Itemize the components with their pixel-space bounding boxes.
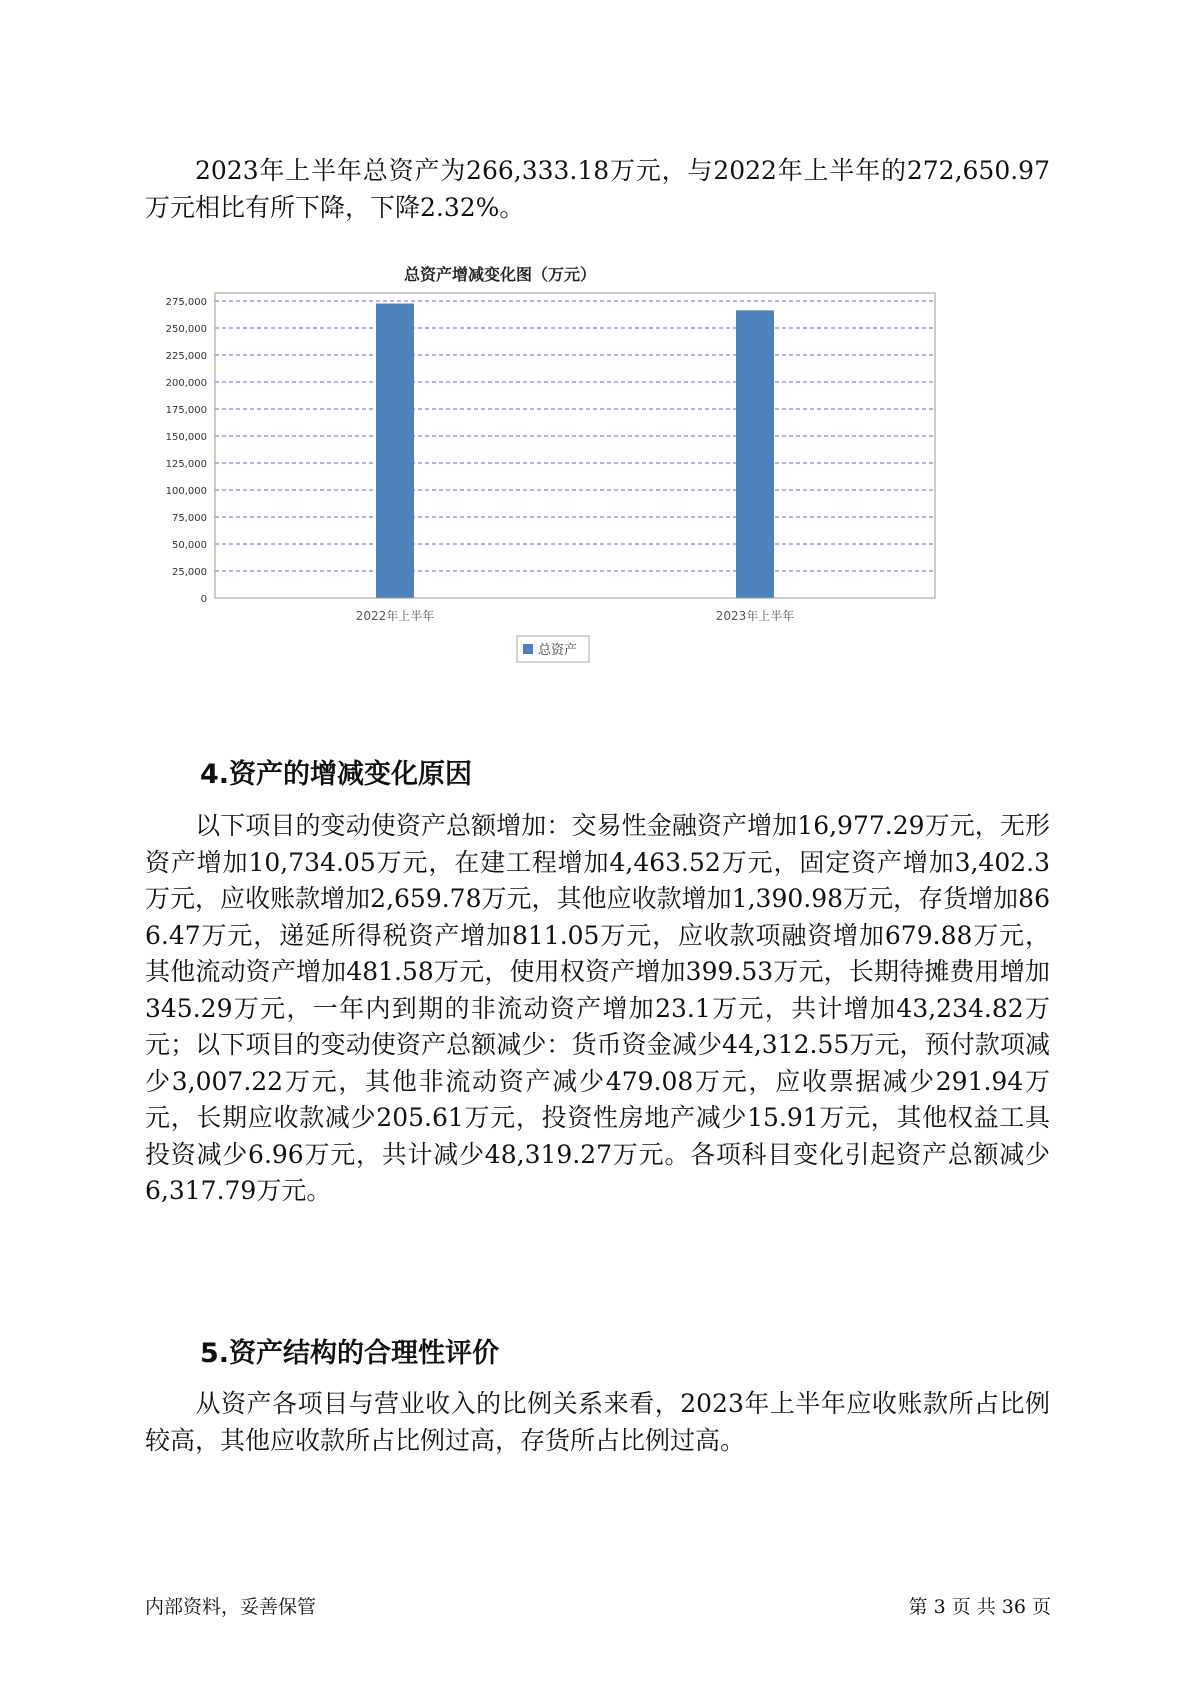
y-tick-label: 0 (200, 594, 207, 605)
y-tick-label: 275,000 (165, 297, 207, 308)
plot-frame (215, 293, 935, 598)
legend-label: 总资产 (538, 643, 578, 658)
y-tick-label: 50,000 (172, 540, 207, 551)
y-tick-label: 250,000 (165, 324, 207, 335)
section-heading-5: 5.资产结构的合理性评价 (200, 1338, 500, 1369)
section-heading-4: 4.资产的增减变化原因 (200, 759, 473, 790)
x-axis (356, 608, 795, 623)
change-reasons-paragraph (145, 808, 1050, 1210)
footer-page-number: 第 3 页 共 36 页 (908, 1596, 1051, 1618)
bar (736, 310, 774, 598)
x-tick-label: 2023年上半年 (715, 609, 795, 623)
y-tick-label: 200,000 (165, 378, 207, 389)
y-tick-label: 75,000 (172, 513, 207, 524)
y-tick-label: 225,000 (165, 351, 207, 362)
y-tick-label: 100,000 (165, 486, 207, 497)
summary-text: 2023年上半年总资产为266,333.18万元，与2022年上半年的272,650.97万元相比有所下降，下降2.32%。 (145, 156, 1050, 222)
bar (376, 304, 414, 598)
structure-evaluation-text: 从资产各项目与营业收入的比例关系来看，2023年上半年应收账款所占比例较高，其他应收款所占比例过高，存货所占比例过高。 (145, 1389, 1050, 1455)
chart-title: 总资产增减变化图（万元） (403, 265, 597, 284)
y-axis (166, 297, 207, 605)
chart-gridlines (215, 301, 935, 571)
y-tick-label: 25,000 (172, 567, 207, 578)
y-tick-label: 125,000 (165, 459, 207, 470)
chart-legend (517, 636, 589, 662)
chart-bars (376, 304, 774, 598)
y-tick-label: 150,000 (165, 432, 207, 443)
change-reasons-text: 以下项目的变动使资产总额增加：交易性金融资产增加16,977.29万元，无形资产增加10,734.05万元，在建工程增加4,463.52万元，固定资产增加3,402.3万元，应收账款增加2,659.78万元，其他应收款增加1,390.98万元，存货增加866.47万元，递延所得税资产增加811.05万元，应收款项融资增加679.88万元，其他流动资产增加481.58万元，使用权资产增加399.53万元，长期待摊费用增加345.29万元，一年内到期的非流动资产增加23.1万元，共计增加43,234.82万元；以下项目的变动使资产总额减少：货币资金减少44,312.55万元，预付款项减少3,007.22万元，其他非流动资产减少479.08万元，应收票据减少291.94万元，长期应收款减少205.61万元，投资性房地产减少15.91万元，其他权益工具投资减少6.96万元，共计减少48,319.27万元。各项科目变化引起资产总额减少6,317.79万元。 (145, 811, 1050, 1205)
structure-evaluation-paragraph (145, 1386, 1050, 1459)
y-tick-label: 175,000 (165, 405, 207, 416)
footer-confidential-note: 内部资料，妥善保管 (145, 1596, 317, 1618)
x-tick-label: 2022年上半年 (355, 609, 435, 623)
summary-paragraph (145, 153, 1050, 226)
legend-swatch (523, 644, 533, 654)
total-assets-chart (160, 265, 1020, 715)
